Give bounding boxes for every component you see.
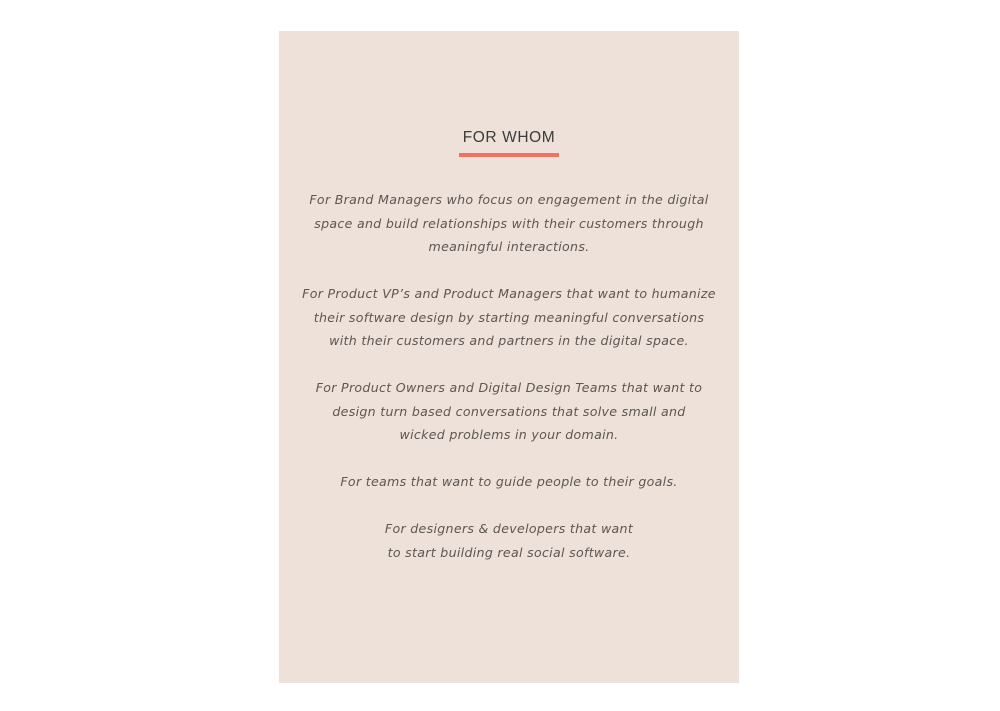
- audience-paragraph-developers: For designers & developers that want to start building real social software.: [384, 521, 634, 560]
- audience-paragraph-brand-managers: For Brand Managers who focus on engagement in the digital space and build relationships with their customers through meaningful interactions.: [309, 192, 709, 254]
- audience-paragraph-teams: For teams that want to guide people to their goals.: [340, 474, 678, 489]
- for-whom-card: [279, 31, 739, 683]
- title-underline: [459, 153, 560, 157]
- section-title-wrapper: [459, 129, 560, 153]
- section-title: FOR WHOM: [462, 129, 556, 146]
- audience-paragraph-product-managers: For Product VP’s and Product Managers that want to humanize their software design by starting meaningful conversations with their customers and partners in the digital space.: [302, 286, 716, 348]
- audience-list: [279, 188, 739, 588]
- section-heading: [279, 129, 739, 153]
- audience-paragraph-design-teams: For Product Owners and Digital Design Teams that want to design turn based conversations that solve small and wicked problems in your domain.: [315, 380, 703, 442]
